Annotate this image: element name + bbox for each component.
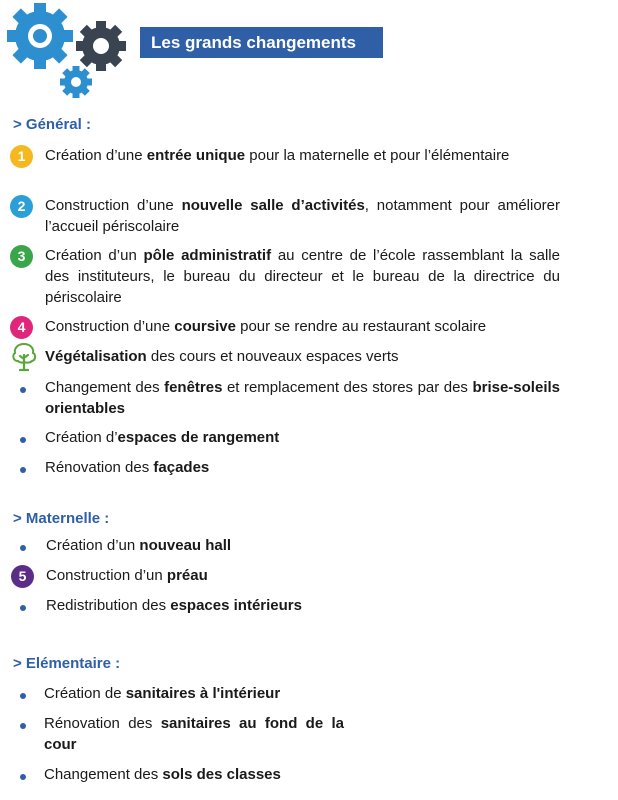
bullet-icon xyxy=(20,723,26,729)
text-fragment: Création d’un xyxy=(46,537,140,554)
bullet-icon xyxy=(20,693,26,699)
text-fragment: Végétalisation xyxy=(45,348,147,365)
text-fragment: des cours et nouveaux espaces verts xyxy=(146,348,399,365)
text-fragment: nouvelle salle d’activités xyxy=(181,197,365,214)
text-fragment: sanitaires au fond de la cour xyxy=(44,715,345,753)
text-fragment: et remplacement des stores par des xyxy=(222,379,473,396)
bullet-icon xyxy=(20,437,26,443)
text-fragment: Construction d’un xyxy=(46,567,167,584)
list-item-text xyxy=(45,377,560,419)
text-fragment: espaces de rangement xyxy=(117,429,280,446)
text-fragment: sanitaires à l'intérieur xyxy=(125,685,281,702)
text-fragment: fenêtres xyxy=(164,379,223,396)
text-fragment: coursive xyxy=(174,318,236,335)
header xyxy=(0,0,618,100)
text-fragment: préau xyxy=(166,567,208,584)
text-fragment: Rénovation des xyxy=(44,715,161,732)
list-item-text xyxy=(45,427,560,448)
text-fragment: pôle administratif xyxy=(143,247,272,264)
text-fragment: pour la maternelle et pour l’élémentaire xyxy=(245,147,510,164)
list-item-text xyxy=(46,565,561,586)
bullet-icon xyxy=(20,467,26,473)
text-fragment: façades xyxy=(153,459,210,476)
list-item-text xyxy=(46,535,561,556)
text-fragment: Création d’un xyxy=(45,247,144,264)
text-fragment: Construction d’une xyxy=(45,197,182,214)
list-item-text xyxy=(45,195,560,237)
text-fragment: Création d’ xyxy=(45,429,118,446)
list-item-text xyxy=(45,346,560,367)
list-item-text xyxy=(45,457,560,478)
text-fragment: , notamment pour améliorer l’accueil périscolaire xyxy=(45,197,561,235)
text-fragment: brise-soleils orientables xyxy=(45,379,560,417)
text-fragment: au centre de l’école rassemblant la salle des instituteurs, le bureau du directeur et le bureau de la directrice du périscolaire xyxy=(45,247,560,306)
bullet-icon xyxy=(20,387,26,393)
gears-icon xyxy=(0,0,135,100)
list-item-text xyxy=(46,595,561,616)
bullet-icon xyxy=(20,545,26,551)
list-item-text xyxy=(44,683,344,704)
text-fragment: Création d’une xyxy=(45,147,147,164)
tree-icon xyxy=(11,342,37,377)
number-badge: 2 xyxy=(10,195,33,218)
number-badge: 1 xyxy=(10,145,33,168)
number-badge: 3 xyxy=(10,245,33,268)
text-fragment: Construction d’une xyxy=(45,318,175,335)
text-fragment: Changement des xyxy=(45,379,165,396)
text-fragment: Redistribution des xyxy=(46,597,171,614)
text-fragment: Changement des xyxy=(44,766,163,783)
text-fragment: pour se rendre au restaurant scolaire xyxy=(235,318,487,335)
section-heading-elementaire: > Elémentaire : xyxy=(13,655,121,672)
page-title: Les grands changements xyxy=(140,27,383,58)
text-fragment: entrée unique xyxy=(146,147,246,164)
list-item-text xyxy=(44,713,344,755)
text-fragment: nouveau hall xyxy=(139,537,232,554)
text-fragment: sols des classes xyxy=(162,766,281,783)
list-item-text xyxy=(45,145,560,166)
list-item-text xyxy=(45,245,560,308)
number-badge: 4 xyxy=(10,316,33,339)
section-heading-general: > Général : xyxy=(13,116,91,133)
section-heading-maternelle: > Maternelle : xyxy=(13,510,110,527)
text-fragment: Rénovation des xyxy=(45,459,154,476)
text-fragment: Création de xyxy=(44,685,126,702)
list-item-text xyxy=(44,764,344,785)
text-fragment: espaces intérieurs xyxy=(170,597,302,614)
bullet-icon xyxy=(20,774,26,780)
bullet-icon xyxy=(20,605,26,611)
list-item-text xyxy=(45,316,560,337)
number-badge: 5 xyxy=(11,565,34,588)
